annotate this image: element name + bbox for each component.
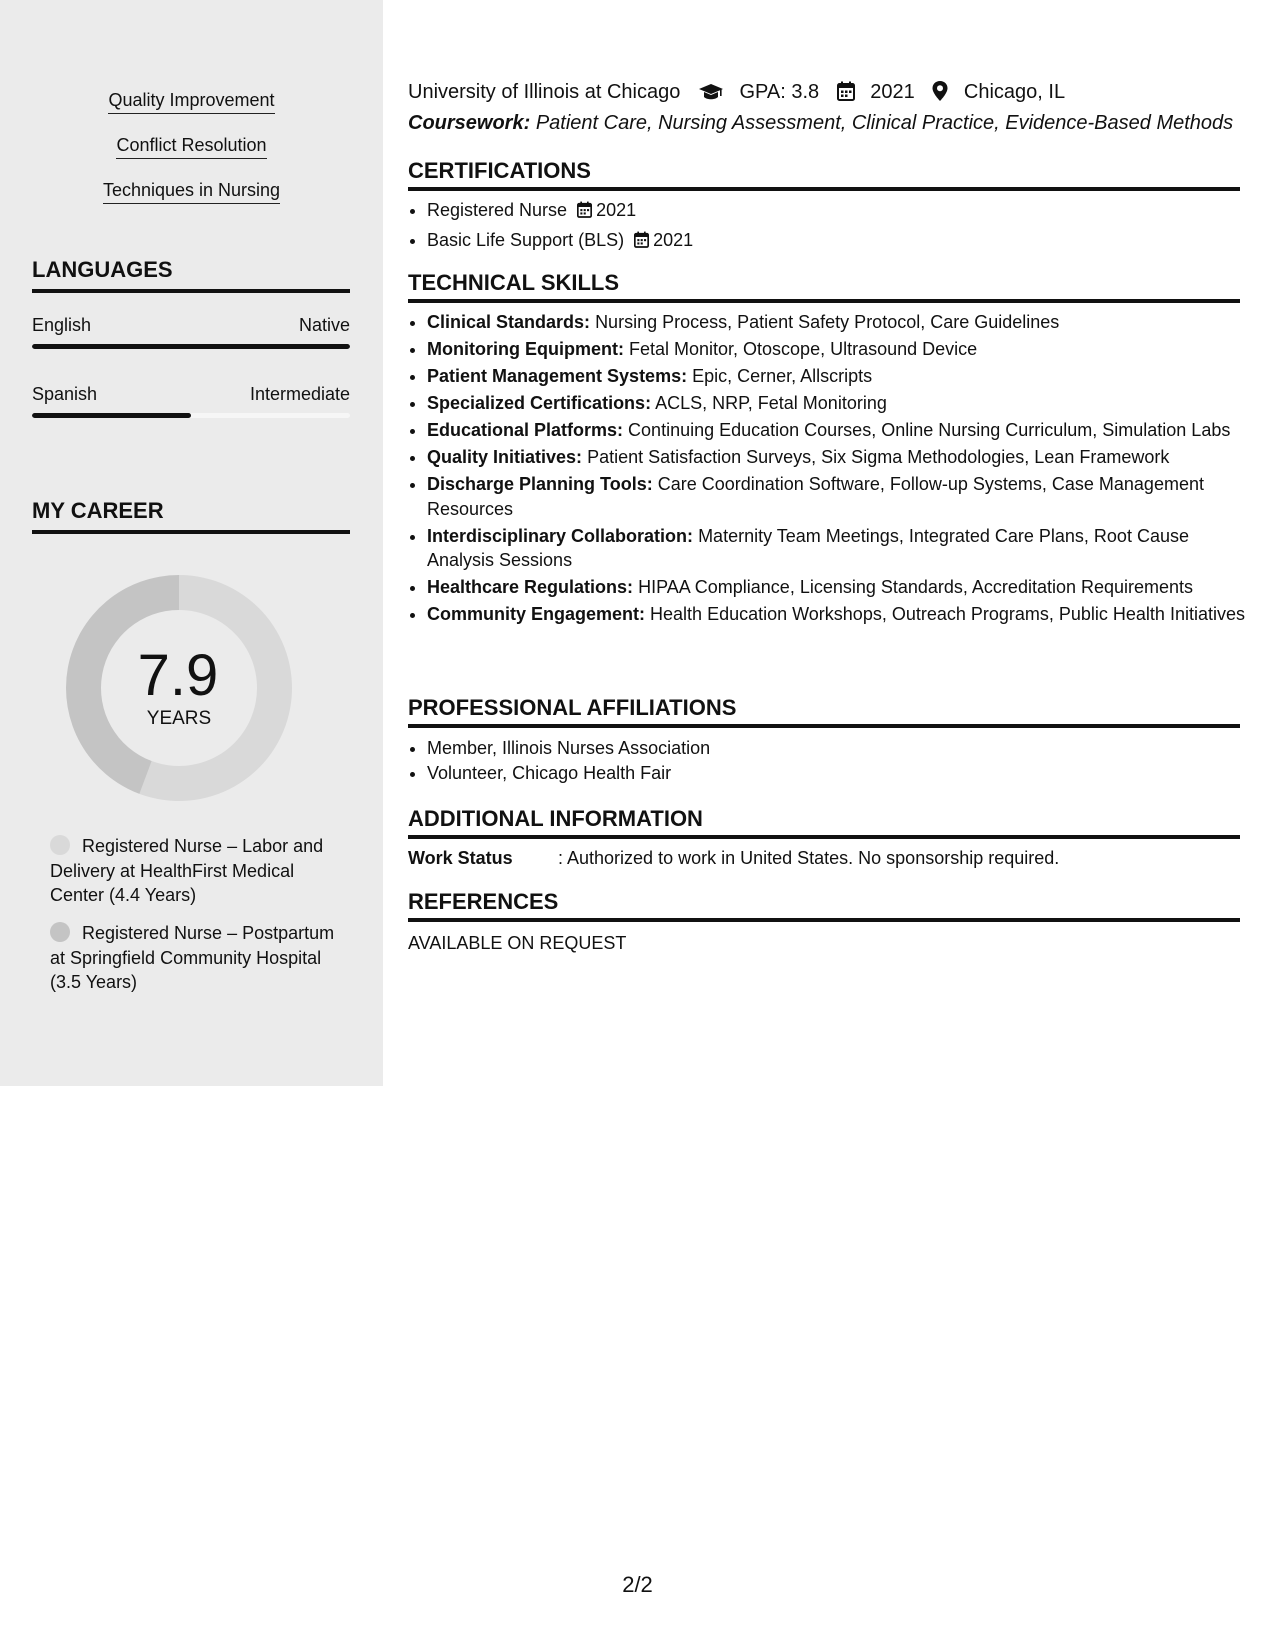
certification-year: 2021 [653, 229, 694, 250]
language-row [32, 383, 350, 405]
skill-tag [0, 179, 383, 204]
language-proficiency-bar [32, 413, 350, 418]
languages-heading: LANGUAGES [32, 257, 350, 293]
location-pin-icon [932, 81, 948, 107]
language-name: Spanish [32, 384, 98, 404]
skill-item [427, 472, 1259, 521]
certifications-heading: CERTIFICATIONS [408, 158, 1240, 191]
affiliations-list [408, 736, 1259, 785]
skill-text: Nursing Process, Patient Safety Protocol, Care Guidelines [595, 312, 1060, 332]
work-status-value: : Authorized to work in United States. No sponsorship required. [558, 848, 1060, 868]
skill-item [427, 602, 1259, 627]
career-total [66, 575, 292, 801]
skill-category: Discharge Planning Tools: [427, 474, 653, 494]
career-heading: MY CAREER [32, 498, 350, 534]
skill-category: Monitoring Equipment: [427, 339, 624, 359]
career-legend-item [50, 834, 335, 908]
language-level: Native [298, 315, 350, 335]
skill-category: Educational Platforms: [427, 420, 624, 440]
skill-item [427, 445, 1259, 470]
legend-dot [50, 922, 70, 942]
additional-info-heading: ADDITIONAL INFORMATION [408, 806, 1240, 839]
skill-tag-label: Conflict Resolution [116, 134, 266, 159]
references-text: AVAILABLE ON REQUEST [408, 933, 627, 953]
skill-text: Fetal Monitor, Otoscope, Ultrasound Device [628, 339, 978, 359]
skill-item [427, 337, 1259, 362]
proficiency-fill [32, 344, 350, 349]
skill-item [427, 524, 1259, 573]
skill-tag [0, 89, 383, 114]
affiliations-heading: PROFESSIONAL AFFILIATIONS [408, 695, 1240, 728]
page-number: 2/2 [622, 1572, 653, 1597]
skill-text: ACLS, NRP, Fetal Monitoring [655, 393, 887, 413]
language-row [32, 314, 350, 336]
certification-name: Registered Nurse [427, 200, 568, 220]
affiliation-item: • Volunteer, Chicago Health Fair [427, 761, 1259, 786]
calendar-icon [577, 200, 592, 225]
career-label: Registered Nurse – Labor and Delivery at HealthFirst Medical Center (4.4 Years) [50, 836, 324, 905]
skill-item [427, 575, 1259, 600]
calendar-icon [634, 230, 649, 255]
skill-tag-label: Techniques in Nursing [103, 179, 280, 204]
skill-text: Continuing Education Courses, Online Nursing Curriculum, Simulation Labs [628, 420, 1231, 440]
school-name: University of Illinois at Chicago [408, 81, 681, 103]
career-legend-item [50, 921, 335, 995]
skill-category: Specialized Certifications: [427, 393, 652, 413]
certification-item [427, 198, 1259, 225]
certification-name: Basic Life Support (BLS) [427, 229, 625, 250]
graduation-year: 2021 [870, 81, 915, 103]
language-level: Intermediate [249, 384, 350, 404]
skill-text: Patient Satisfaction Surveys, Six Sigma Methodologies, Lean Framework [587, 447, 1170, 467]
coursework-text: Patient Care, Nursing Assessment, Clinical Practice, Evidence-Based Methods [535, 112, 1234, 134]
language-name: English [32, 315, 92, 335]
education-location: Chicago, IL [963, 81, 1066, 103]
certification-item [427, 228, 1259, 255]
affiliation-item: • Member, Illinois Nurses Association [427, 736, 1259, 761]
technical-skills-list [408, 310, 1259, 629]
calendar-icon [837, 81, 855, 107]
gpa: GPA: 3.8 [739, 81, 820, 103]
career-label: Registered Nurse – Postpartum at Springfield Community Hospital (3.5 Years) [50, 923, 335, 992]
skill-text: Health Education Workshops, Outreach Programs, Public Health Initiatives [650, 604, 1245, 624]
skill-category: Quality Initiatives: [427, 447, 583, 467]
skill-tag-label: Quality Improvement [108, 89, 274, 114]
skill-category: Healthcare Regulations: [427, 577, 634, 597]
skill-item [427, 391, 1259, 416]
skill-item [427, 364, 1259, 389]
certifications-list [408, 198, 1259, 257]
skill-text: HIPAA Compliance, Licensing Standards, Accreditation Requirements [638, 577, 1194, 597]
skill-category: Community Engagement: [427, 604, 646, 624]
certification-year: 2021 [596, 200, 637, 220]
coursework-label: Coursework: [408, 112, 531, 134]
graduation-cap-icon [698, 83, 724, 107]
skill-text: Epic, Cerner, Allscripts [692, 366, 873, 386]
skill-category: Clinical Standards: [427, 312, 591, 332]
career-total-unit: YEARS [146, 708, 212, 729]
skill-item [427, 418, 1259, 443]
skill-text: Maternity Team Meetings, Integrated Care Plans, Root Cause Analysis Sessions [427, 525, 1189, 570]
education-line [408, 80, 1065, 107]
work-status-label: Work Status [408, 848, 513, 868]
skill-item [427, 310, 1259, 335]
skill-text: Care Coordination Software, Follow-up Systems, Case Management Resources [427, 474, 1204, 519]
language-proficiency-bar [32, 344, 350, 349]
proficiency-fill [32, 413, 191, 418]
coursework [408, 111, 1233, 135]
skill-category: Patient Management Systems: [427, 366, 688, 386]
legend-dot [50, 835, 70, 855]
sidebar [0, 0, 383, 1086]
skill-tag [0, 134, 383, 159]
references-heading: REFERENCES [408, 889, 1240, 922]
skill-category: Interdisciplinary Collaboration: [427, 525, 694, 546]
career-total-value: 7.9 [137, 643, 219, 708]
technical-skills-heading: TECHNICAL SKILLS [408, 270, 1240, 303]
work-status [408, 847, 1059, 869]
